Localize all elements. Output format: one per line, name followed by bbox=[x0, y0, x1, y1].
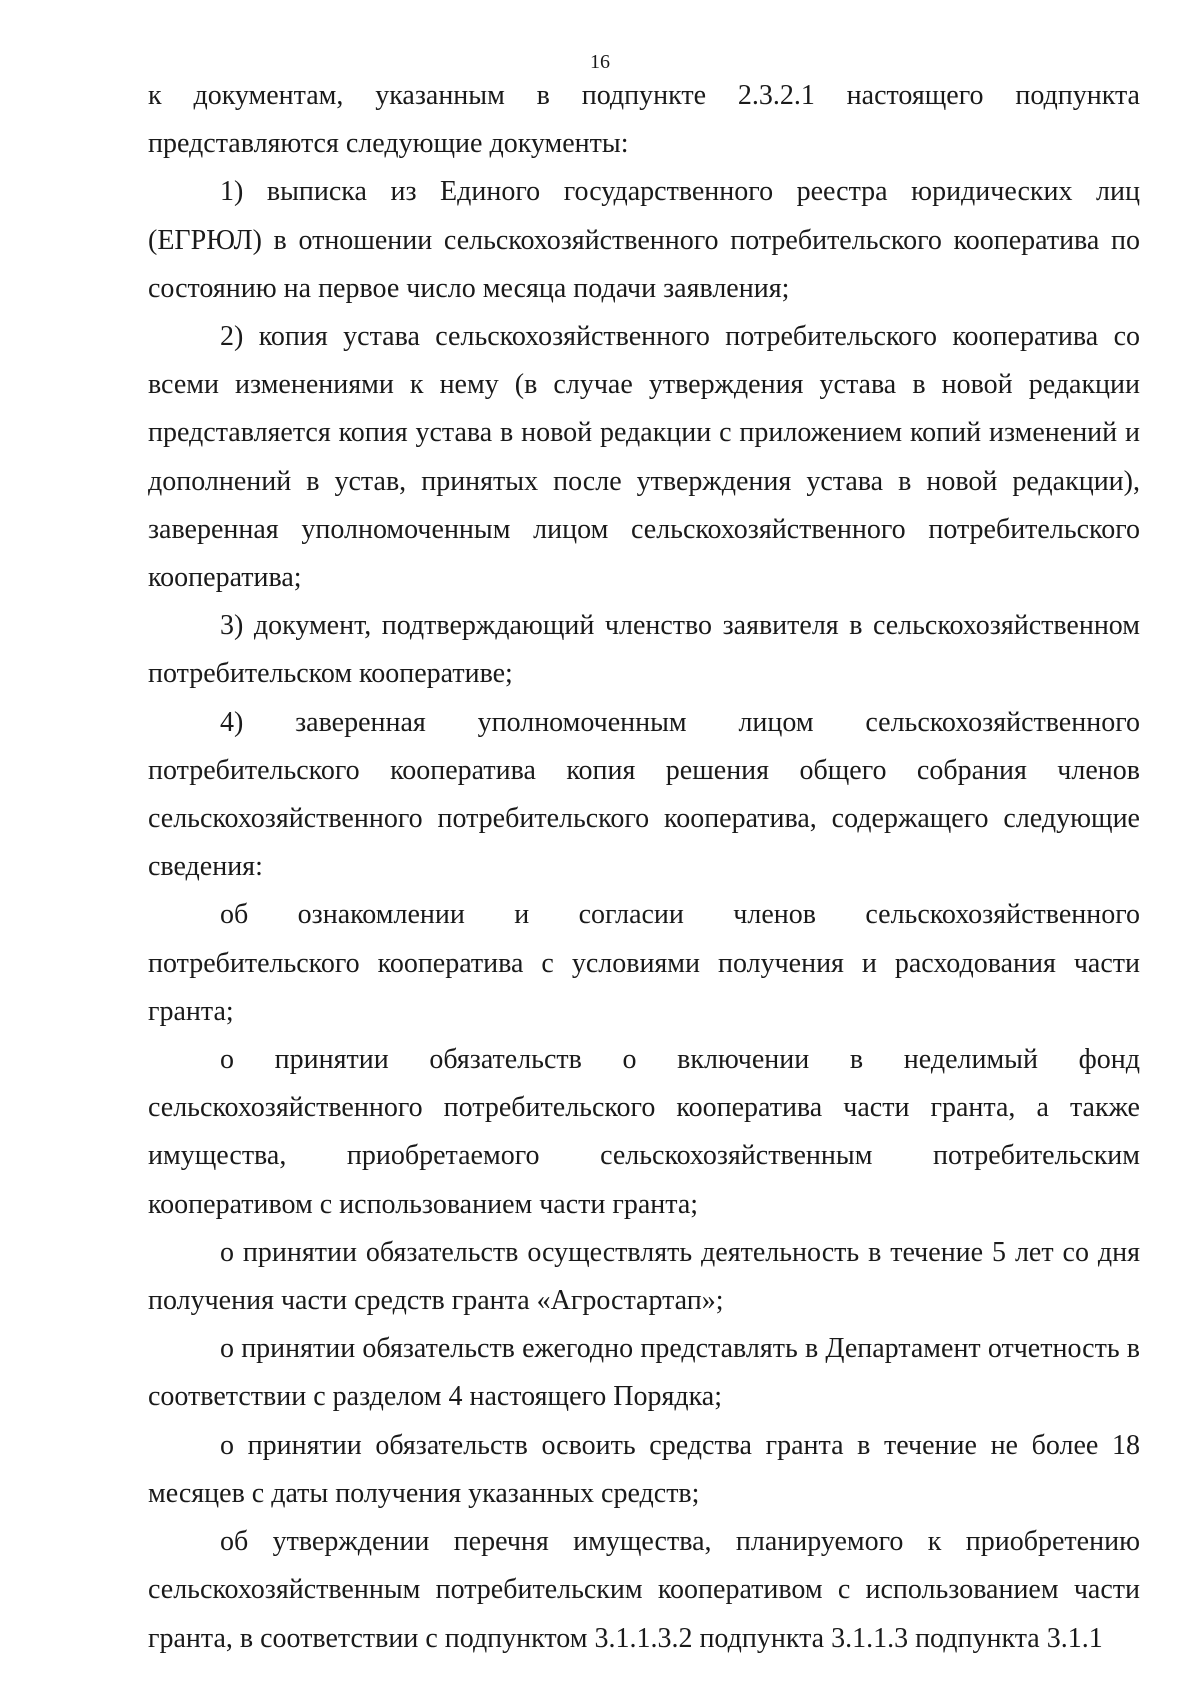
paragraph-18-months: о принятии обязательств освоить средства гранта в течение не более 18 месяцев с даты получения указанных средств; bbox=[148, 1429, 1140, 1509]
paragraph-item-1: 1) выписка из Единого государственного реестра юридических лиц (ЕГРЮЛ) в отношении сельскохозяйственного потребительского кооператива по состоянию на первое число месяца подачи заявления; bbox=[148, 176, 1140, 304]
paragraph-item-3: 3) документ, подтверждающий членство заявителя в сельскохозяйственном потребительском кооперативе; bbox=[148, 610, 1140, 690]
paragraph-item-4: 4) заверенная уполномоченным лицом сельскохозяйственного потребительского кооператива копия решения общего собрания членов сельскохозяйственного потребительского кооператива, содержащего следующие сведения: bbox=[148, 706, 1140, 883]
document-body bbox=[148, 72, 1140, 1663]
paragraph-intro: к документам, указанным в подпункте 2.3.2.1 настоящего подпункта представляются следующие документы: bbox=[148, 80, 1140, 160]
paragraph-indivisible-fund: о принятии обязательств о включении в неделимый фонд сельскохозяйственного потребительского кооператива части гранта, а также имущества, приобретаемого сельскохозяйственным потребительским кооперативом с использованием части гранта; bbox=[148, 1044, 1140, 1220]
paragraph-acquaintance: об ознакомлении и согласии членов сельскохозяйственного потребительского кооператива с условиями получения и расходования части гранта; bbox=[148, 899, 1140, 1027]
page-number: 16 bbox=[590, 51, 610, 73]
paragraph-five-years: о принятии обязательств осуществлять деятельность в течение 5 лет со дня получения части средств гранта «Агростартап»; bbox=[148, 1236, 1140, 1317]
paragraph-reporting: о принятии обязательств ежегодно представлять в Департамент отчетность в соответствии с разделом 4 настоящего Порядка; bbox=[148, 1333, 1140, 1413]
paragraph-property-list: об утверждении перечня имущества, планируемого к приобретению сельскохозяйственным потребительским кооперативом с использованием части гранта, в соответствии с подпунктом 3.1.1.3.2 подпункта 3.1.1.3 подпункта 3.1.1 bbox=[148, 1526, 1140, 1654]
paragraph-item-2: 2) копия устава сельскохозяйственного потребительского кооператива со всеми изменениями к нему (в случае утверждения устава в новой редакции представляется копия устава в новой редакции с приложением копий изменений и дополнений в устав, принятых после утверждения устава в новой редакции), заверенная уполномоченным лицом сельскохозяйственного потребительского кооператива; bbox=[148, 321, 1140, 594]
